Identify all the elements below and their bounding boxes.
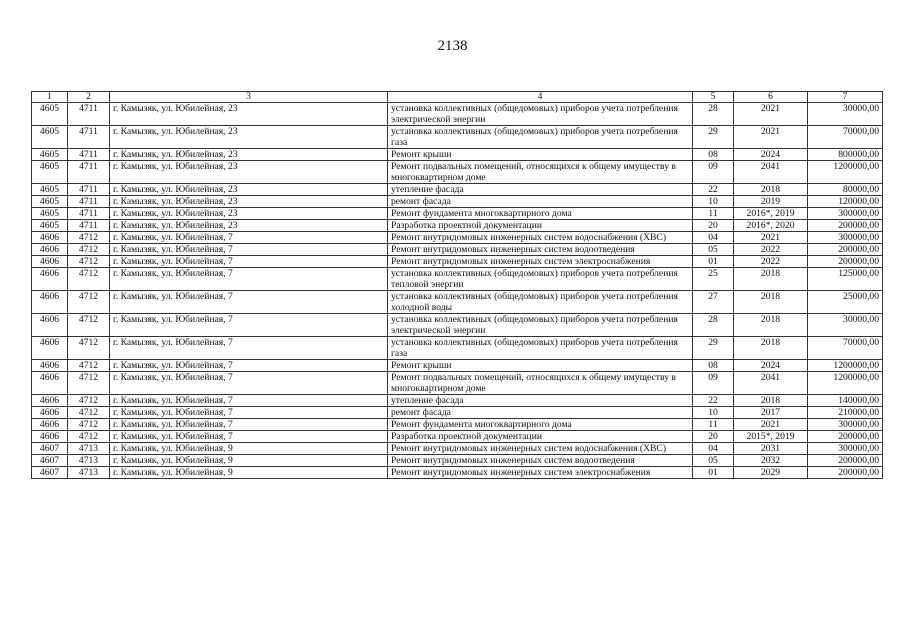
- table-row: [32, 407, 883, 419]
- year-cell: 2016*, 2019: [734, 208, 808, 220]
- table-row: [32, 372, 883, 395]
- work-type-cell: ремонт фасада: [388, 407, 693, 419]
- house-id-cell: 4606: [32, 372, 68, 395]
- year-cell: 2041: [734, 372, 808, 395]
- work-code-cell: 09: [693, 372, 734, 395]
- year-cell: 2018: [734, 268, 808, 291]
- year-cell: 2024: [734, 149, 808, 161]
- object-code-cell: 4712: [68, 232, 110, 244]
- cost-cell: 30000,00: [808, 314, 883, 337]
- house-id-cell: 4606: [32, 419, 68, 431]
- year-cell: 2022: [734, 244, 808, 256]
- table-row: [32, 419, 883, 431]
- header-row: [32, 92, 883, 103]
- work-type-cell: Ремонт фундамента многоквартирного дома: [388, 208, 693, 220]
- column-header: 1: [32, 92, 68, 103]
- work-type-cell: установка коллективных (общедомовых) приборов учета потребления тепловой энергии: [388, 268, 693, 291]
- work-type-cell: Ремонт внутридомовых инженерных систем электроснабжения: [388, 256, 693, 268]
- table-row: [32, 208, 883, 220]
- object-code-cell: 4711: [68, 196, 110, 208]
- work-code-cell: 05: [693, 244, 734, 256]
- column-header: 2: [68, 92, 110, 103]
- cost-cell: 800000,00: [808, 149, 883, 161]
- work-code-cell: 10: [693, 407, 734, 419]
- object-code-cell: 4712: [68, 419, 110, 431]
- work-type-cell: установка коллективных (общедомовых) приборов учета потребления холодной воды: [388, 291, 693, 314]
- address-cell: г. Камызяк, ул. Юбилейная, 7: [110, 291, 388, 314]
- table-row: [32, 244, 883, 256]
- table-row: [32, 314, 883, 337]
- address-cell: г. Камызяк, ул. Юбилейная, 7: [110, 337, 388, 360]
- table-row: [32, 268, 883, 291]
- object-code-cell: 4711: [68, 184, 110, 196]
- page-number: 2138: [437, 38, 468, 54]
- year-cell: 2031: [734, 443, 808, 455]
- table-row: [32, 395, 883, 407]
- work-type-cell: Разработка проектной документации: [388, 431, 693, 443]
- object-code-cell: 4713: [68, 455, 110, 467]
- year-cell: 2022: [734, 256, 808, 268]
- table-row: [32, 126, 883, 149]
- table-row: [32, 360, 883, 372]
- house-id-cell: 4606: [32, 256, 68, 268]
- object-code-cell: 4712: [68, 337, 110, 360]
- house-id-cell: 4606: [32, 268, 68, 291]
- cost-cell: 80000,00: [808, 184, 883, 196]
- work-type-cell: Ремонт внутридомовых инженерных систем водоотведения: [388, 244, 693, 256]
- object-code-cell: 4712: [68, 268, 110, 291]
- address-cell: г. Камызяк, ул. Юбилейная, 23: [110, 126, 388, 149]
- work-type-cell: установка коллективных (общедомовых) приборов учета потребления газа: [388, 126, 693, 149]
- address-cell: г. Камызяк, ул. Юбилейная, 23: [110, 149, 388, 161]
- cost-cell: 210000,00: [808, 407, 883, 419]
- table-row: [32, 232, 883, 244]
- work-code-cell: 28: [693, 314, 734, 337]
- house-id-cell: 4607: [32, 467, 68, 479]
- work-code-cell: 22: [693, 184, 734, 196]
- cost-cell: 1200000,00: [808, 372, 883, 395]
- cost-cell: 200000,00: [808, 256, 883, 268]
- work-type-cell: установка коллективных (общедомовых) приборов учета потребления электрической энергии: [388, 314, 693, 337]
- house-id-cell: 4605: [32, 208, 68, 220]
- house-id-cell: 4606: [32, 314, 68, 337]
- address-cell: г. Камызяк, ул. Юбилейная, 7: [110, 244, 388, 256]
- address-cell: г. Камызяк, ул. Юбилейная, 7: [110, 314, 388, 337]
- cost-cell: 120000,00: [808, 196, 883, 208]
- year-cell: 2021: [734, 126, 808, 149]
- work-code-cell: 28: [693, 103, 734, 126]
- work-code-cell: 29: [693, 337, 734, 360]
- table-row: [32, 337, 883, 360]
- year-cell: 2029: [734, 467, 808, 479]
- work-type-cell: Ремонт фундамента многоквартирного дома: [388, 419, 693, 431]
- object-code-cell: 4712: [68, 244, 110, 256]
- work-code-cell: 11: [693, 208, 734, 220]
- work-code-cell: 25: [693, 268, 734, 291]
- address-cell: г. Камызяк, ул. Юбилейная, 9: [110, 455, 388, 467]
- table-row: [32, 196, 883, 208]
- column-header: 6: [734, 92, 808, 103]
- work-code-cell: 08: [693, 149, 734, 161]
- object-code-cell: 4712: [68, 431, 110, 443]
- work-type-cell: Разработка проектной документации: [388, 220, 693, 232]
- object-code-cell: 4713: [68, 467, 110, 479]
- object-code-cell: 4711: [68, 208, 110, 220]
- year-cell: 2021: [734, 103, 808, 126]
- year-cell: 2021: [734, 232, 808, 244]
- table-row: [32, 161, 883, 184]
- object-code-cell: 4713: [68, 443, 110, 455]
- work-type-cell: Ремонт внутридомовых инженерных систем водоснабжения (ХВС): [388, 443, 693, 455]
- work-type-cell: Ремонт внутридомовых инженерных систем водоснабжения (ХВС): [388, 232, 693, 244]
- cost-cell: 1200000,00: [808, 360, 883, 372]
- house-id-cell: 4605: [32, 184, 68, 196]
- object-code-cell: 4711: [68, 103, 110, 126]
- address-cell: г. Камызяк, ул. Юбилейная, 23: [110, 103, 388, 126]
- cost-cell: 200000,00: [808, 220, 883, 232]
- table-body: [32, 103, 883, 479]
- year-cell: 2018: [734, 337, 808, 360]
- house-id-cell: 4606: [32, 407, 68, 419]
- work-type-cell: ремонт фасада: [388, 196, 693, 208]
- table-row: [32, 256, 883, 268]
- work-type-cell: Ремонт внутридомовых инженерных систем электроснабжения: [388, 467, 693, 479]
- house-id-cell: 4607: [32, 455, 68, 467]
- column-header: 3: [110, 92, 388, 103]
- object-code-cell: 4712: [68, 314, 110, 337]
- work-code-cell: 04: [693, 232, 734, 244]
- year-cell: 2018: [734, 314, 808, 337]
- object-code-cell: 4711: [68, 220, 110, 232]
- work-code-cell: 27: [693, 291, 734, 314]
- address-cell: г. Камызяк, ул. Юбилейная, 23: [110, 184, 388, 196]
- address-cell: г. Камызяк, ул. Юбилейная, 7: [110, 372, 388, 395]
- address-cell: г. Камызяк, ул. Юбилейная, 7: [110, 360, 388, 372]
- address-cell: г. Камызяк, ул. Юбилейная, 23: [110, 161, 388, 184]
- work-type-cell: установка коллективных (общедомовых) приборов учета потребления электрической энергии: [388, 103, 693, 126]
- house-id-cell: 4607: [32, 443, 68, 455]
- cost-cell: 70000,00: [808, 337, 883, 360]
- year-cell: 2018: [734, 395, 808, 407]
- house-id-cell: 4606: [32, 431, 68, 443]
- address-cell: г. Камызяк, ул. Юбилейная, 23: [110, 196, 388, 208]
- cost-cell: 25000,00: [808, 291, 883, 314]
- table-row: [32, 291, 883, 314]
- object-code-cell: 4712: [68, 256, 110, 268]
- work-type-cell: Ремонт подвальных помещений, относящихся к общему имуществу в многоквартирном доме: [388, 161, 693, 184]
- table-row: [32, 455, 883, 467]
- cost-cell: 300000,00: [808, 232, 883, 244]
- cost-cell: 30000,00: [808, 103, 883, 126]
- table-row: [32, 467, 883, 479]
- house-id-cell: 4606: [32, 337, 68, 360]
- table-row: [32, 103, 883, 126]
- address-cell: г. Камызяк, ул. Юбилейная, 9: [110, 467, 388, 479]
- cost-cell: 70000,00: [808, 126, 883, 149]
- work-type-cell: Ремонт крыши: [388, 360, 693, 372]
- address-cell: г. Камызяк, ул. Юбилейная, 9: [110, 443, 388, 455]
- work-code-cell: 20: [693, 431, 734, 443]
- table-row: [32, 220, 883, 232]
- house-id-cell: 4606: [32, 232, 68, 244]
- address-cell: г. Камызяк, ул. Юбилейная, 7: [110, 395, 388, 407]
- work-code-cell: 01: [693, 467, 734, 479]
- work-type-cell: утепление фасада: [388, 395, 693, 407]
- column-header: 5: [693, 92, 734, 103]
- table-row: [32, 149, 883, 161]
- year-cell: 2018: [734, 291, 808, 314]
- cost-cell: 125000,00: [808, 268, 883, 291]
- address-cell: г. Камызяк, ул. Юбилейная, 7: [110, 256, 388, 268]
- cost-cell: 300000,00: [808, 208, 883, 220]
- house-id-cell: 4605: [32, 196, 68, 208]
- work-code-cell: 04: [693, 443, 734, 455]
- year-cell: 2016*, 2020: [734, 220, 808, 232]
- work-code-cell: 10: [693, 196, 734, 208]
- object-code-cell: 4712: [68, 360, 110, 372]
- work-code-cell: 05: [693, 455, 734, 467]
- year-cell: 2041: [734, 161, 808, 184]
- object-code-cell: 4711: [68, 126, 110, 149]
- house-id-cell: 4605: [32, 149, 68, 161]
- work-code-cell: 22: [693, 395, 734, 407]
- house-id-cell: 4606: [32, 291, 68, 314]
- work-code-cell: 29: [693, 126, 734, 149]
- house-id-cell: 4606: [32, 244, 68, 256]
- column-header: 4: [388, 92, 693, 103]
- table-row: [32, 431, 883, 443]
- work-type-cell: установка коллективных (общедомовых) приборов учета потребления газа: [388, 337, 693, 360]
- house-id-cell: 4605: [32, 220, 68, 232]
- cost-cell: 200000,00: [808, 455, 883, 467]
- year-cell: 2017: [734, 407, 808, 419]
- object-code-cell: 4712: [68, 291, 110, 314]
- address-cell: г. Камызяк, ул. Юбилейная, 23: [110, 220, 388, 232]
- object-code-cell: 4712: [68, 407, 110, 419]
- work-type-cell: Ремонт внутридомовых инженерных систем водоотведения: [388, 455, 693, 467]
- address-cell: г. Камызяк, ул. Юбилейная, 23: [110, 208, 388, 220]
- work-code-cell: 20: [693, 220, 734, 232]
- cost-cell: 200000,00: [808, 467, 883, 479]
- address-cell: г. Камызяк, ул. Юбилейная, 7: [110, 268, 388, 291]
- cost-cell: 300000,00: [808, 419, 883, 431]
- address-cell: г. Камызяк, ул. Юбилейная, 7: [110, 419, 388, 431]
- work-type-cell: Ремонт крыши: [388, 149, 693, 161]
- address-cell: г. Камызяк, ул. Юбилейная, 7: [110, 232, 388, 244]
- year-cell: 2024: [734, 360, 808, 372]
- year-cell: 2021: [734, 419, 808, 431]
- column-header: 7: [808, 92, 883, 103]
- year-cell: 2032: [734, 455, 808, 467]
- cost-cell: 200000,00: [808, 244, 883, 256]
- work-code-cell: 01: [693, 256, 734, 268]
- year-cell: 2019: [734, 196, 808, 208]
- cost-cell: 200000,00: [808, 431, 883, 443]
- year-cell: 2015*, 2019: [734, 431, 808, 443]
- work-code-cell: 08: [693, 360, 734, 372]
- work-type-cell: утепление фасада: [388, 184, 693, 196]
- table-row: [32, 443, 883, 455]
- object-code-cell: 4711: [68, 161, 110, 184]
- year-cell: 2018: [734, 184, 808, 196]
- house-id-cell: 4605: [32, 103, 68, 126]
- house-id-cell: 4606: [32, 360, 68, 372]
- cost-cell: 1200000,00: [808, 161, 883, 184]
- work-code-cell: 11: [693, 419, 734, 431]
- object-code-cell: 4711: [68, 149, 110, 161]
- house-id-cell: 4606: [32, 395, 68, 407]
- house-id-cell: 4605: [32, 126, 68, 149]
- cost-cell: 300000,00: [808, 443, 883, 455]
- object-code-cell: 4712: [68, 395, 110, 407]
- work-code-cell: 09: [693, 161, 734, 184]
- house-id-cell: 4605: [32, 161, 68, 184]
- address-cell: г. Камызяк, ул. Юбилейная, 7: [110, 431, 388, 443]
- capital-repair-table: [31, 91, 883, 479]
- table-row: [32, 184, 883, 196]
- work-type-cell: Ремонт подвальных помещений, относящихся к общему имуществу в многоквартирном доме: [388, 372, 693, 395]
- object-code-cell: 4712: [68, 372, 110, 395]
- cost-cell: 140000,00: [808, 395, 883, 407]
- address-cell: г. Камызяк, ул. Юбилейная, 7: [110, 407, 388, 419]
